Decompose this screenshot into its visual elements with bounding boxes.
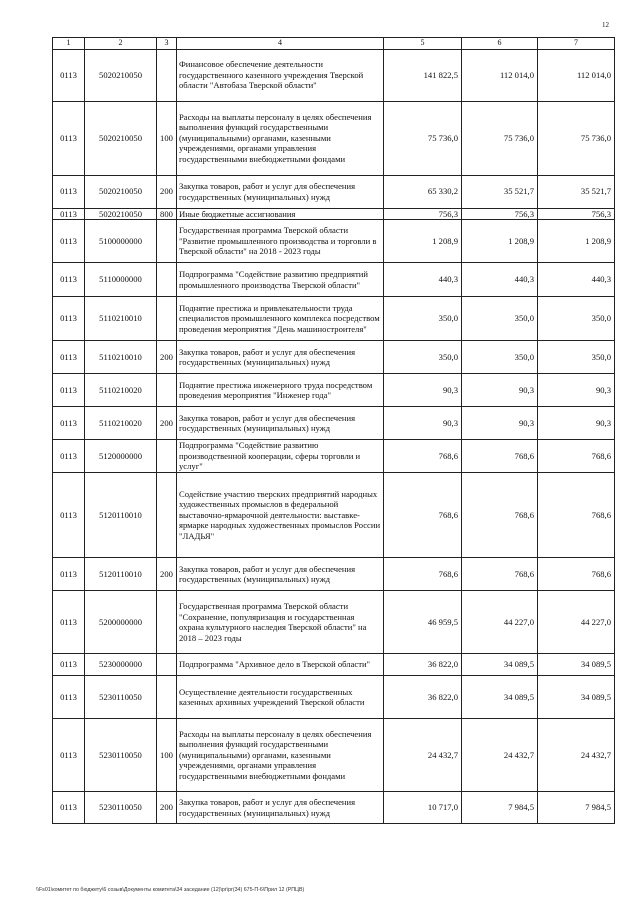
amount-2023-cell: 768,6 — [538, 473, 615, 558]
code-section-cell: 0113 — [53, 440, 85, 473]
description-cell: Поднятие престижа инженерного труда посредством проведения мероприятия "Инженер года" — [177, 374, 384, 407]
amount-2021-cell: 141 822,5 — [384, 49, 462, 101]
amount-2021-cell: 768,6 — [384, 440, 462, 473]
table-row — [53, 220, 615, 263]
table-row — [53, 101, 615, 175]
description-cell: Подпрограмма "Содействие развитию производственной кооперации, сферы торговли и услуг" — [177, 440, 384, 473]
amount-2021-cell: 46 959,5 — [384, 591, 462, 654]
expense-type-cell: 800 — [157, 208, 177, 220]
amount-2022-cell: 768,6 — [462, 440, 538, 473]
amount-2023-cell: 440,3 — [538, 263, 615, 297]
description-cell: Закупка товаров, работ и услуг для обеспечения государственных (муниципальных) нужд — [177, 341, 384, 374]
amount-2022-cell: 7 984,5 — [462, 792, 538, 824]
target-article-cell: 5110210020 — [85, 407, 157, 440]
code-section-cell: 0113 — [53, 473, 85, 558]
target-article-cell: 5020210050 — [85, 208, 157, 220]
amount-2023-cell: 768,6 — [538, 558, 615, 591]
amount-2021-cell: 768,6 — [384, 473, 462, 558]
amount-2023-cell: 756,3 — [538, 208, 615, 220]
description-cell: Подпрограмма "Архивное дело в Тверской области" — [177, 654, 384, 676]
header-cell: 7 — [538, 38, 615, 50]
target-article-cell: 5110210010 — [85, 341, 157, 374]
target-article-cell: 5100000000 — [85, 220, 157, 263]
amount-2023-cell: 44 227,0 — [538, 591, 615, 654]
amount-2023-cell: 768,6 — [538, 440, 615, 473]
expense-type-cell: 200 — [157, 341, 177, 374]
table-row — [53, 341, 615, 374]
target-article-cell: 5120110010 — [85, 558, 157, 591]
target-article-cell: 5110000000 — [85, 263, 157, 297]
amount-2022-cell: 34 089,5 — [462, 676, 538, 719]
footer-file-path: \\Fs01\комитет по бюджету\6 созыв\Документы комитета\34 заседание (12)\pr\pr(34) 675-П-6\Прил 12 (РПЦВ) — [36, 887, 305, 893]
description-cell: Подпрограмма "Содействие развитию предприятий промышленного производства Тверской области" — [177, 263, 384, 297]
description-cell: Содействие участию тверских предприятий народных художественных промыслов в федеральной выставочно-ярмарочной деятельности: выставке-ярмарке народных художественных промыслов России "ЛАДЬЯ" — [177, 473, 384, 558]
header-cell: 1 — [53, 38, 85, 50]
amount-2021-cell: 756,3 — [384, 208, 462, 220]
header-cell: 4 — [177, 38, 384, 50]
table-row — [53, 208, 615, 220]
amount-2023-cell: 350,0 — [538, 341, 615, 374]
code-section-cell: 0113 — [53, 297, 85, 341]
code-section-cell: 0113 — [53, 374, 85, 407]
expense-type-cell — [157, 220, 177, 263]
code-section-cell: 0113 — [53, 49, 85, 101]
description-cell: Закупка товаров, работ и услуг для обеспечения государственных (муниципальных) нужд — [177, 558, 384, 591]
amount-2022-cell: 34 089,5 — [462, 654, 538, 676]
description-cell: Закупка товаров, работ и услуг для обеспечения государственных (муниципальных) нужд — [177, 792, 384, 824]
expense-type-cell — [157, 297, 177, 341]
amount-2023-cell: 35 521,7 — [538, 175, 615, 208]
expense-type-cell — [157, 263, 177, 297]
code-section-cell: 0113 — [53, 654, 85, 676]
table-row — [53, 297, 615, 341]
amount-2022-cell: 44 227,0 — [462, 591, 538, 654]
expense-type-cell: 100 — [157, 719, 177, 792]
target-article-cell: 5120110010 — [85, 473, 157, 558]
amount-2023-cell: 350,0 — [538, 297, 615, 341]
expense-type-cell: 200 — [157, 175, 177, 208]
amount-2022-cell: 350,0 — [462, 297, 538, 341]
expense-type-cell — [157, 440, 177, 473]
code-section-cell: 0113 — [53, 558, 85, 591]
header-cell: 6 — [462, 38, 538, 50]
code-section-cell: 0113 — [53, 719, 85, 792]
target-article-cell: 5230110050 — [85, 792, 157, 824]
code-section-cell: 0113 — [53, 792, 85, 824]
code-section-cell: 0113 — [53, 208, 85, 220]
amount-2021-cell: 36 822,0 — [384, 654, 462, 676]
header-cell: 3 — [157, 38, 177, 50]
target-article-cell: 5020210050 — [85, 175, 157, 208]
amount-2021-cell: 24 432,7 — [384, 719, 462, 792]
amount-2023-cell: 24 432,7 — [538, 719, 615, 792]
code-section-cell: 0113 — [53, 407, 85, 440]
target-article-cell: 5230000000 — [85, 654, 157, 676]
expense-type-cell — [157, 374, 177, 407]
description-cell: Осуществление деятельности государственных казенных архивных учреждений Тверской области — [177, 676, 384, 719]
expense-type-cell: 200 — [157, 792, 177, 824]
header-row — [53, 38, 615, 50]
table-row — [53, 792, 615, 824]
amount-2021-cell: 90,3 — [384, 374, 462, 407]
budget-table — [52, 37, 615, 824]
header-cell: 5 — [384, 38, 462, 50]
expense-type-cell — [157, 676, 177, 719]
code-section-cell: 0113 — [53, 676, 85, 719]
target-article-cell: 5230110050 — [85, 676, 157, 719]
expense-type-cell — [157, 591, 177, 654]
amount-2023-cell: 112 014,0 — [538, 49, 615, 101]
code-section-cell: 0113 — [53, 591, 85, 654]
table-row — [53, 676, 615, 719]
amount-2022-cell: 440,3 — [462, 263, 538, 297]
description-cell: Государственная программа Тверской области "Развитие промышленного производства и торговли в Тверской области" на 2018 - 2023 годы — [177, 220, 384, 263]
target-article-cell: 5020210050 — [85, 101, 157, 175]
amount-2022-cell: 350,0 — [462, 341, 538, 374]
amount-2021-cell: 350,0 — [384, 341, 462, 374]
expense-type-cell — [157, 49, 177, 101]
amount-2022-cell: 756,3 — [462, 208, 538, 220]
expense-type-cell: 100 — [157, 101, 177, 175]
amount-2021-cell: 10 717,0 — [384, 792, 462, 824]
amount-2021-cell: 440,3 — [384, 263, 462, 297]
target-article-cell: 5230110050 — [85, 719, 157, 792]
description-cell: Государственная программа Тверской области "Сохранение, популяризация и государственная охрана культурного наследия Тверской области" на 2018 – 2023 годы — [177, 591, 384, 654]
table-row — [53, 407, 615, 440]
page-number: 12 — [602, 21, 609, 29]
amount-2021-cell: 65 330,2 — [384, 175, 462, 208]
table-row — [53, 175, 615, 208]
table-row — [53, 719, 615, 792]
amount-2022-cell: 112 014,0 — [462, 49, 538, 101]
description-cell: Закупка товаров, работ и услуг для обеспечения государственных (муниципальных) нужд — [177, 175, 384, 208]
amount-2022-cell: 90,3 — [462, 407, 538, 440]
amount-2023-cell: 1 208,9 — [538, 220, 615, 263]
amount-2023-cell: 34 089,5 — [538, 676, 615, 719]
amount-2022-cell: 75 736,0 — [462, 101, 538, 175]
amount-2022-cell: 35 521,7 — [462, 175, 538, 208]
description-cell: Поднятие престижа и привлекательности труда специалистов промышленного комплекса посредством проведения мероприятия "День машиностроителя" — [177, 297, 384, 341]
expense-type-cell — [157, 654, 177, 676]
expense-type-cell: 200 — [157, 407, 177, 440]
amount-2021-cell: 1 208,9 — [384, 220, 462, 263]
amount-2021-cell: 768,6 — [384, 558, 462, 591]
table-row — [53, 263, 615, 297]
description-cell: Расходы на выплаты персоналу в целях обеспечения выполнения функций государственными (муниципальными) органами, казенными учреждениями, органами управления государственными внебюджетными фондами — [177, 101, 384, 175]
target-article-cell: 5120000000 — [85, 440, 157, 473]
expense-type-cell: 200 — [157, 558, 177, 591]
amount-2022-cell: 768,6 — [462, 473, 538, 558]
code-section-cell: 0113 — [53, 341, 85, 374]
code-section-cell: 0113 — [53, 263, 85, 297]
table-row — [53, 49, 615, 101]
expense-type-cell — [157, 473, 177, 558]
amount-2023-cell: 90,3 — [538, 374, 615, 407]
amount-2023-cell: 90,3 — [538, 407, 615, 440]
amount-2021-cell: 90,3 — [384, 407, 462, 440]
amount-2023-cell: 34 089,5 — [538, 654, 615, 676]
description-cell: Финансовое обеспечение деятельности государственного казенного учреждения Тверской области "Автобаза Тверской области" — [177, 49, 384, 101]
amount-2023-cell: 75 736,0 — [538, 101, 615, 175]
code-section-cell: 0113 — [53, 220, 85, 263]
table-row — [53, 473, 615, 558]
target-article-cell: 5110210010 — [85, 297, 157, 341]
amount-2021-cell: 350,0 — [384, 297, 462, 341]
amount-2022-cell: 24 432,7 — [462, 719, 538, 792]
table-row — [53, 374, 615, 407]
amount-2023-cell: 7 984,5 — [538, 792, 615, 824]
amount-2021-cell: 75 736,0 — [384, 101, 462, 175]
table-row — [53, 654, 615, 676]
table-row — [53, 558, 615, 591]
amount-2022-cell: 1 208,9 — [462, 220, 538, 263]
code-section-cell: 0113 — [53, 101, 85, 175]
amount-2022-cell: 90,3 — [462, 374, 538, 407]
description-cell: Иные бюджетные ассигнования — [177, 208, 384, 220]
table-row — [53, 591, 615, 654]
header-cell: 2 — [85, 38, 157, 50]
amount-2022-cell: 768,6 — [462, 558, 538, 591]
description-cell: Расходы на выплаты персоналу в целях обеспечения выполнения функций государственными (муниципальными) органами, казенными учреждениями, органами управления государственными внебюджетными фондами — [177, 719, 384, 792]
description-cell: Закупка товаров, работ и услуг для обеспечения государственных (муниципальных) нужд — [177, 407, 384, 440]
target-article-cell: 5200000000 — [85, 591, 157, 654]
target-article-cell: 5020210050 — [85, 49, 157, 101]
table-row — [53, 440, 615, 473]
code-section-cell: 0113 — [53, 175, 85, 208]
target-article-cell: 5110210020 — [85, 374, 157, 407]
amount-2021-cell: 36 822,0 — [384, 676, 462, 719]
